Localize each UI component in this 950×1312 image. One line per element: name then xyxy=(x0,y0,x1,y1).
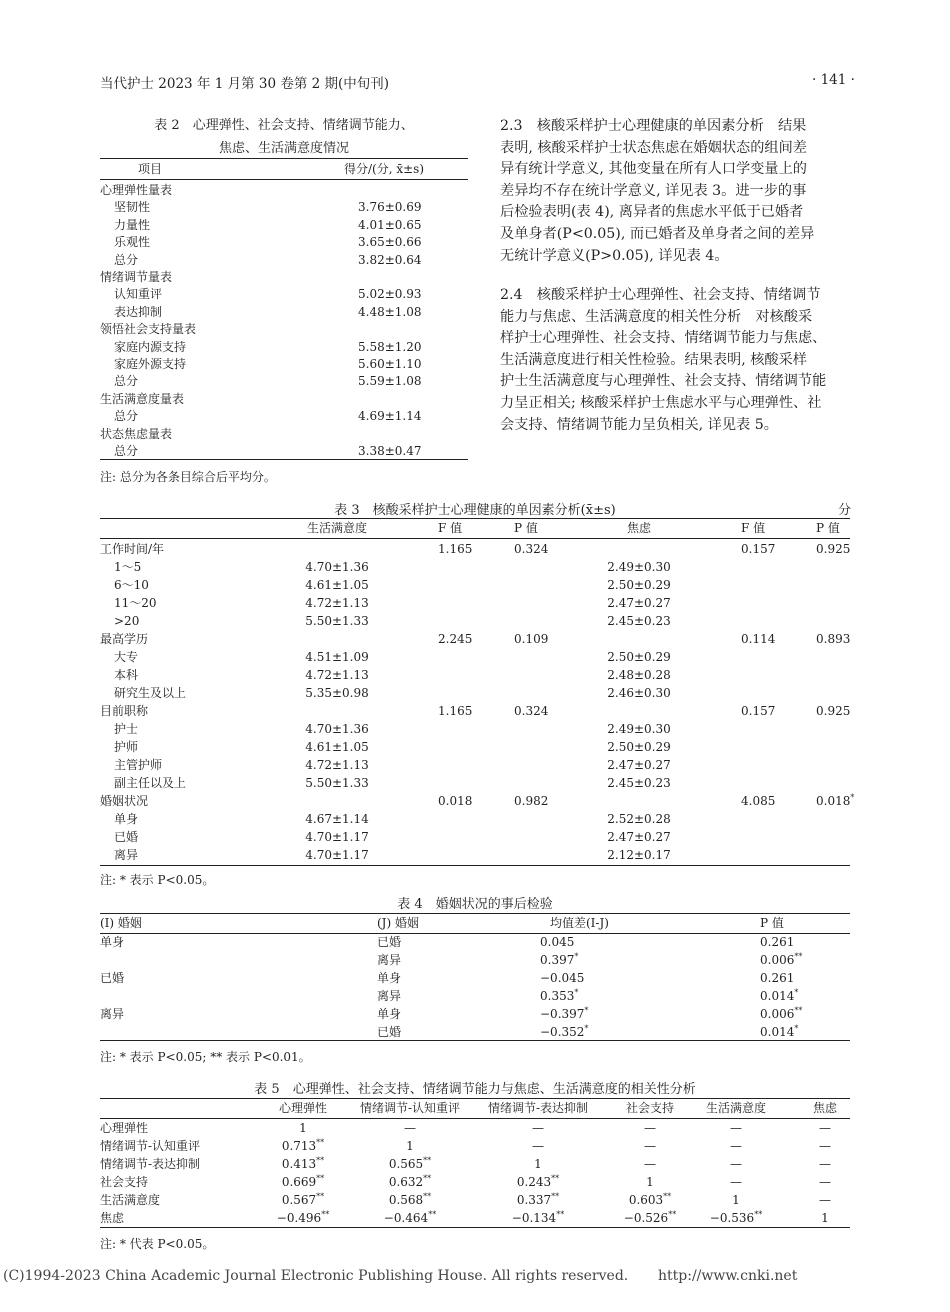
row-label: 家庭外源支持 xyxy=(114,357,187,371)
cell-value: 0.006** xyxy=(760,952,803,967)
cell-value: 0.018* xyxy=(816,793,855,808)
row-label: 研究生及以上 xyxy=(114,686,187,700)
cell-value: −0.496** xyxy=(276,1210,330,1225)
cell-value: — xyxy=(532,1121,544,1135)
row-label: 情绪调节量表 xyxy=(100,270,173,284)
row-label: 状态焦虑量表 xyxy=(100,426,173,441)
row-label: 生活满意度量表 xyxy=(100,391,185,406)
table-row xyxy=(100,846,850,864)
table-row xyxy=(100,612,850,630)
col-header: 情绪调节-认知重评 xyxy=(359,1101,461,1115)
cell-value: 2.12±0.17 xyxy=(607,848,671,862)
row-value: 4.48±1.08 xyxy=(358,304,422,319)
text-line: 护士生活满意度与心理弹性、社会支持、情绪调节能 xyxy=(500,373,827,390)
cell-value: 4.70±1.17 xyxy=(305,848,369,862)
table-row xyxy=(100,540,850,558)
cell-value: 4.70±1.17 xyxy=(305,830,369,844)
cell-value: 2.45±0.23 xyxy=(607,614,671,628)
col-header: P 值 xyxy=(816,521,840,535)
cell-value: −0.526** xyxy=(623,1210,677,1225)
table-row xyxy=(100,1023,850,1041)
table-4-caption: 表 4 婚姻状况的事后检验 xyxy=(397,897,553,912)
row-value: 4.69±1.14 xyxy=(358,409,422,424)
text-line: 2.3 核酸采样护士心理健康的单因素分析 结果 xyxy=(500,118,807,134)
table-3-unit: 分 xyxy=(838,503,852,518)
cell-value: 5.50±1.33 xyxy=(305,614,369,628)
table-row xyxy=(100,720,850,738)
table-4-note: 注: * 表示 P<0.05; ** 表示 P<0.01。 xyxy=(100,1050,311,1064)
cell-value: — xyxy=(532,1139,544,1153)
col-header: 社会支持 xyxy=(625,1101,674,1115)
row-value: 3.65±0.66 xyxy=(358,235,422,250)
row-label: 社会支持 xyxy=(100,1175,149,1189)
cell-value: 4.51±1.09 xyxy=(305,650,369,664)
table-row xyxy=(100,303,468,321)
cell-value: — xyxy=(730,1121,742,1135)
col-header: 均值差(I-J) xyxy=(550,916,609,930)
row-label: 本科 xyxy=(114,668,139,682)
col-header: F 值 xyxy=(741,521,766,535)
row-label: 力量性 xyxy=(114,217,151,232)
cell-value: 0.982 xyxy=(514,794,549,808)
cell-value: 1 xyxy=(646,1175,654,1189)
cell-value: 2.48±0.28 xyxy=(607,668,671,682)
table-header-row xyxy=(100,1099,850,1117)
cell-value: 2.50±0.29 xyxy=(607,578,671,592)
text-line: 能力与焦虑、生活满意度的相关性分析 对核酸采 xyxy=(500,308,813,325)
cell-value: 0.713** xyxy=(281,1138,325,1153)
table-rule xyxy=(100,1040,850,1041)
cell-value: 0.157 xyxy=(741,542,776,556)
table-2-caption-line1: 表 2 心理弹性、社会支持、情绪调节能力、 xyxy=(154,118,414,133)
cell-value: 4.70±1.36 xyxy=(305,560,369,574)
row-label: 目前职称 xyxy=(100,704,149,718)
row-label: 焦虑 xyxy=(100,1211,125,1225)
row-label: 已婚 xyxy=(100,971,125,985)
running-header: 当代护士 2023 年 1 月第 30 卷第 2 期(中旬刊) xyxy=(100,76,390,92)
cell-value: −0.045 xyxy=(540,971,585,985)
cell-value: 0.565** xyxy=(388,1156,432,1171)
text-line: 生活满意度进行相关性检验。结果表明, 核酸采样 xyxy=(500,351,807,368)
page-number: · 141 · xyxy=(812,72,855,88)
table-row xyxy=(100,198,468,216)
table-row xyxy=(100,425,468,443)
col-header: 心理弹性 xyxy=(278,1101,327,1115)
cell-value: 0.243** xyxy=(516,1174,560,1189)
cell-value: 0.413** xyxy=(281,1156,325,1171)
cell-value: 0.925 xyxy=(816,542,851,556)
cell-value: 4.61±1.05 xyxy=(305,740,369,754)
table-row xyxy=(100,233,468,251)
row-label: 总分 xyxy=(114,444,139,458)
row-label: 大专 xyxy=(114,650,139,664)
cell-value: 0.109 xyxy=(514,632,549,646)
row-label: 主管护师 xyxy=(114,758,163,772)
table-3-body xyxy=(100,518,855,866)
cell-value: 0.353* xyxy=(540,988,579,1003)
table-row xyxy=(100,702,850,720)
cell-value: 单身 xyxy=(377,1007,402,1021)
cell-value: −0.536** xyxy=(709,1210,763,1225)
text-line: 无统计学意义(P>0.05), 详见表 4。 xyxy=(500,247,729,264)
cell-value: — xyxy=(819,1157,831,1171)
table-2-caption-line2: 焦虑、生活满意度情况 xyxy=(218,141,349,156)
cell-value: 2.47±0.27 xyxy=(607,596,671,610)
cell-value: 4.085 xyxy=(741,794,776,808)
table-row xyxy=(100,181,468,199)
cell-value: 离异 xyxy=(377,953,402,967)
table-row xyxy=(100,951,850,969)
table-row xyxy=(100,1005,850,1023)
row-value: 3.82±0.64 xyxy=(358,252,422,267)
cell-value: 0.397* xyxy=(540,952,579,967)
cell-value: 4.67±1.14 xyxy=(305,812,369,826)
cell-value: 离异 xyxy=(377,989,402,1003)
row-label: 认知重评 xyxy=(114,287,163,302)
row-label: 1～5 xyxy=(114,560,142,574)
table-row xyxy=(100,268,468,286)
cell-value: 5.50±1.33 xyxy=(305,776,369,790)
cell-value: 2.52±0.28 xyxy=(607,812,671,826)
table-row xyxy=(100,774,850,792)
cell-value: 0.893 xyxy=(816,632,851,646)
cell-value: 0.632** xyxy=(388,1174,432,1189)
text-line: 样护士心理弹性、社会支持、情绪调节能力与焦虑、 xyxy=(500,330,827,347)
section-2-3 xyxy=(500,116,874,267)
cell-value: 2.245 xyxy=(438,632,473,646)
cell-value: 0.337** xyxy=(516,1192,560,1207)
cell-value: 0.157 xyxy=(741,704,776,718)
table-row xyxy=(100,666,850,684)
row-label: 婚姻状况 xyxy=(100,794,149,808)
table-row xyxy=(100,355,468,373)
row-label: 乐观性 xyxy=(114,235,151,250)
table-row xyxy=(100,576,850,594)
cell-value: 2.50±0.29 xyxy=(607,740,671,754)
table-row xyxy=(100,828,850,846)
cell-value: — xyxy=(819,1139,831,1153)
row-label: 领悟社会支持量表 xyxy=(100,322,197,337)
cell-value: — xyxy=(819,1175,831,1189)
table-row xyxy=(100,372,468,390)
cell-value: 2.46±0.30 xyxy=(607,686,671,700)
table-rule xyxy=(100,1227,850,1228)
text-line: 及单身者(P<0.05), 而已婚者及单身者之间的差异 xyxy=(500,225,815,242)
row-label: 总分 xyxy=(114,252,139,267)
cell-value: 0.114 xyxy=(741,632,776,646)
table-row xyxy=(100,594,850,612)
row-label: 副主任以及上 xyxy=(114,776,187,790)
cell-value: 1 xyxy=(534,1157,542,1171)
cell-value: −0.352* xyxy=(540,1024,589,1039)
cell-value: — xyxy=(730,1175,742,1189)
table-row xyxy=(100,1173,850,1191)
table-row xyxy=(100,1137,850,1155)
cell-value: 0.603** xyxy=(628,1192,672,1207)
table-row xyxy=(100,558,850,576)
row-label: 表达抑制 xyxy=(114,304,163,319)
row-label: 家庭内源支持 xyxy=(114,339,187,354)
table-row xyxy=(100,1155,850,1173)
cell-value: 4.72±1.13 xyxy=(305,758,369,772)
table-rule xyxy=(100,538,850,539)
table-5-caption: 表 5 心理弹性、社会支持、情绪调节能力与焦虑、生活满意度的相关性分析 xyxy=(254,1082,696,1097)
table-header-row xyxy=(100,519,850,537)
table-row xyxy=(100,987,850,1005)
table-row xyxy=(100,684,850,702)
table-row xyxy=(100,442,468,460)
table-row xyxy=(100,969,850,987)
cell-value: — xyxy=(404,1121,416,1135)
col-header: 焦虑 xyxy=(626,521,651,535)
cell-value: 4.61±1.05 xyxy=(305,578,369,592)
cell-value: −0.134** xyxy=(511,1210,565,1225)
cell-value: 0.669** xyxy=(281,1174,325,1189)
row-label: 离异 xyxy=(100,1007,125,1021)
table-row xyxy=(100,407,468,425)
table-5-body xyxy=(100,1098,850,1228)
cell-value: 0.006** xyxy=(760,1006,803,1021)
col-header: 生活满意度 xyxy=(705,1101,766,1115)
cell-value: 4.70±1.36 xyxy=(305,722,369,736)
cell-value: 2.47±0.27 xyxy=(607,758,671,772)
table-header-rule xyxy=(100,179,468,180)
table-row xyxy=(100,630,850,648)
table-4-body xyxy=(100,913,850,1041)
cell-value: 0.567** xyxy=(281,1192,325,1207)
cell-value: 1 xyxy=(821,1211,829,1225)
row-label: 6～10 xyxy=(114,578,149,592)
cell-value: 4.72±1.13 xyxy=(305,668,369,682)
row-label: 总分 xyxy=(114,409,139,424)
cell-value: 1.165 xyxy=(438,542,473,556)
col-header: 情绪调节-表达抑制 xyxy=(487,1101,589,1115)
cell-value: 1.165 xyxy=(438,704,473,718)
cell-value: 已婚 xyxy=(377,1025,402,1039)
table-row xyxy=(100,792,855,810)
cell-value: −0.397* xyxy=(540,1006,589,1021)
table-row xyxy=(100,390,468,408)
row-value: 4.01±0.65 xyxy=(358,217,422,232)
col-header: F 值 xyxy=(438,521,463,535)
row-label: 离异 xyxy=(114,848,139,862)
table-row xyxy=(100,216,468,234)
table-2 xyxy=(100,114,468,156)
table-5-note: 注: * 代表 P<0.05。 xyxy=(100,1237,215,1251)
row-label: 工作时间/年 xyxy=(100,542,165,556)
table-row xyxy=(100,285,468,303)
cell-value: 1 xyxy=(732,1193,740,1207)
cell-value: 0.261 xyxy=(760,935,795,949)
row-label: 护士 xyxy=(114,722,139,736)
table-rule xyxy=(100,865,850,866)
cell-value: 单身 xyxy=(377,971,402,985)
row-label: 已婚 xyxy=(114,830,139,844)
col-header: 焦虑 xyxy=(812,1101,837,1115)
table-row xyxy=(100,338,468,356)
row-label: 生活满意度 xyxy=(100,1193,161,1207)
col-header: P 值 xyxy=(760,916,784,930)
table-row xyxy=(100,251,468,269)
cell-value: — xyxy=(644,1139,656,1153)
text-line: 异有统计学意义, 其他变量在所有人口学变量上的 xyxy=(500,161,807,178)
table-3-caption: 表 3 核酸采样护士心理健康的单因素分析(x̄±s) xyxy=(334,503,616,518)
table-3-note: 注: * 表示 P<0.05。 xyxy=(100,873,215,887)
col-header: 项目 xyxy=(138,162,163,176)
cell-value: 4.72±1.13 xyxy=(305,596,369,610)
cell-value: 2.49±0.30 xyxy=(607,560,671,574)
cell-value: 0.261 xyxy=(760,971,795,985)
text-line: 力呈正相关; 核酸采样护士焦虑水平与心理弹性、社 xyxy=(500,394,822,411)
table-2-body xyxy=(100,158,468,463)
table-row xyxy=(100,1191,850,1209)
row-label: 情绪调节-认知重评 xyxy=(100,1139,201,1153)
cell-value: — xyxy=(819,1193,831,1207)
cell-value: — xyxy=(644,1121,656,1135)
table-top-rule xyxy=(100,158,468,159)
cell-value: 0.568** xyxy=(388,1192,432,1207)
cell-value: 0.018 xyxy=(438,794,473,808)
row-label: 坚韧性 xyxy=(114,200,151,215)
cell-value: 2.45±0.23 xyxy=(607,776,671,790)
col-header: (I) 婚姻 xyxy=(100,916,142,930)
table-header-row xyxy=(100,160,468,178)
row-value: 3.76±0.69 xyxy=(358,200,422,215)
table-row xyxy=(100,738,850,756)
text-line: 后检验表明(表 4), 离异者的焦虑水平低于已婚者 xyxy=(500,204,804,221)
col-header: (J) 婚姻 xyxy=(377,916,419,930)
cell-value: 0.324 xyxy=(514,542,549,556)
cell-value: 0.014* xyxy=(760,1024,799,1039)
text-line: 表明, 核酸采样护士状态焦虑在婚姻状态的组间差 xyxy=(500,139,807,156)
cell-value: 0.324 xyxy=(514,704,549,718)
table-2-note: 注: 总分为各条目综合后平均分。 xyxy=(100,470,276,484)
table-header-row xyxy=(100,914,850,932)
table-row xyxy=(100,648,850,666)
row-label: 单身 xyxy=(114,812,139,826)
row-value: 3.38±0.47 xyxy=(358,444,422,458)
col-header: 生活满意度 xyxy=(306,521,367,535)
cell-value: 0.014* xyxy=(760,988,799,1003)
text-line: 差异均不存在统计学意义, 详见表 3。进一步的事 xyxy=(500,182,807,199)
cell-value: −0.464** xyxy=(383,1210,437,1225)
cell-value: — xyxy=(730,1139,742,1153)
table-bottom-rule xyxy=(100,459,468,460)
row-value: 5.58±1.20 xyxy=(358,339,422,354)
cell-value: 2.50±0.29 xyxy=(607,650,671,664)
row-label: 护师 xyxy=(114,740,139,754)
cell-value: 5.35±0.98 xyxy=(305,686,369,700)
cell-value: 0.925 xyxy=(816,704,851,718)
row-value: 5.59±1.08 xyxy=(358,374,422,389)
text-line: 2.4 核酸采样护士心理弹性、社会支持、情绪调节 xyxy=(500,287,821,303)
row-label: >20 xyxy=(114,614,140,628)
row-label: 单身 xyxy=(100,935,125,949)
cell-value: 2.49±0.30 xyxy=(607,722,671,736)
row-label: 心理弹性量表 xyxy=(100,183,173,197)
table-row xyxy=(100,810,850,828)
text-line: 会支持、情绪调节能力呈负相关, 详见表 5。 xyxy=(500,416,778,433)
cell-value: 2.47±0.27 xyxy=(607,830,671,844)
cell-value: — xyxy=(644,1157,656,1171)
col-header: P 值 xyxy=(514,521,538,535)
table-row xyxy=(100,1209,850,1227)
cell-value: — xyxy=(730,1157,742,1171)
copyright: (C)1994-2023 China Academic Journal Electronic Publishing House. All rights reserved. xyxy=(3,1268,629,1284)
row-value: 5.02±0.93 xyxy=(358,287,422,302)
table-row xyxy=(100,1119,850,1137)
section-2-4 xyxy=(500,285,874,436)
cell-value: — xyxy=(819,1121,831,1135)
row-value: 5.60±1.10 xyxy=(358,357,422,371)
row-label: 情绪调节-表达抑制 xyxy=(100,1157,201,1171)
cell-value: 1 xyxy=(406,1139,414,1153)
row-label: 11～20 xyxy=(114,596,157,610)
cell-value: 0.045 xyxy=(540,935,575,949)
table-row xyxy=(100,320,468,338)
source-url: http://www.cnki.net xyxy=(658,1268,798,1284)
table-row xyxy=(100,756,850,774)
cell-value: 已婚 xyxy=(377,935,402,949)
row-label: 最高学历 xyxy=(100,632,149,646)
row-label: 心理弹性 xyxy=(100,1121,149,1135)
col-header: 得分/(分, x̄±s) xyxy=(344,162,425,176)
row-label: 总分 xyxy=(114,374,139,389)
cell-value: 1 xyxy=(299,1121,307,1135)
table-row xyxy=(100,933,850,951)
